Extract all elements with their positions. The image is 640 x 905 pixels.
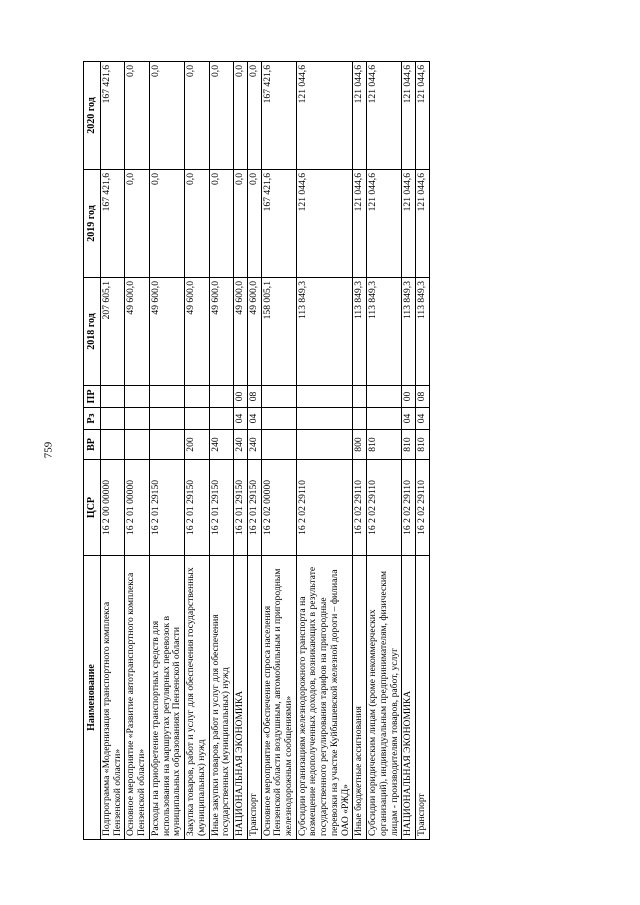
header-2020: 2020 год [84, 62, 101, 170]
cell-pr [149, 386, 184, 408]
cell-name: НАЦИОНАЛЬНАЯ ЭКОНОМИКА [234, 556, 248, 840]
cell-name: Основное мероприятие «Развитие автотранспортного комплекса Пензенской области» [125, 556, 149, 840]
rotated-table-area [83, 62, 536, 840]
cell-vr: 810 [402, 430, 416, 460]
cell-2018: 113 849,3 [367, 278, 402, 386]
cell-vr [296, 430, 353, 460]
cell-pr: 00 [402, 386, 416, 408]
cell-rz [353, 408, 367, 430]
cell-rz [125, 408, 149, 430]
cell-2019: 0,0 [149, 170, 184, 278]
cell-rz: 04 [402, 408, 416, 430]
cell-pr [353, 386, 367, 408]
cell-2020: 0,0 [125, 62, 149, 170]
cell-2018: 113 849,3 [402, 278, 416, 386]
cell-2019: 0,0 [234, 170, 248, 278]
header-pr: ПР [84, 386, 101, 408]
cell-2020: 167 421,6 [261, 62, 296, 170]
cell-2018: 49 600,0 [209, 278, 233, 386]
cell-pr: 08 [416, 386, 430, 408]
table-row [353, 62, 367, 840]
cell-2018: 49 600,0 [247, 278, 261, 386]
cell-2019: 121 044,6 [353, 170, 367, 278]
cell-pr [185, 386, 209, 408]
cell-2018: 113 849,3 [296, 278, 353, 386]
cell-rz [367, 408, 402, 430]
cell-2018: 158 005,1 [261, 278, 296, 386]
cell-2018: 49 600,0 [125, 278, 149, 386]
cell-vr: 240 [209, 430, 233, 460]
cell-2020: 121 044,6 [367, 62, 402, 170]
header-vr: ВР [84, 430, 101, 460]
cell-name: Субсидии юридическим лицам (кроме некоммерческих организаций), индивидуальным предпринимателям, физическим лицам - производителям товаров, работ, услуг [367, 556, 402, 840]
cell-pr [367, 386, 402, 408]
cell-csr: 16 2 01 29150 [209, 460, 233, 556]
budget-table [83, 61, 430, 840]
table-row [296, 62, 353, 840]
cell-2018: 207 605,1 [101, 278, 125, 386]
table-row [125, 62, 149, 840]
header-name: Наименование [84, 556, 101, 840]
cell-name: Иные бюджетные ассигнования [353, 556, 367, 840]
cell-2019: 121 044,6 [296, 170, 353, 278]
cell-rz [101, 408, 125, 430]
cell-csr: 16 2 02 29110 [367, 460, 402, 556]
cell-rz [296, 408, 353, 430]
header-2018: 2018 год [84, 278, 101, 386]
cell-name: Закупка товаров, работ и услуг для обеспечения государственных (муниципальных) нужд [185, 556, 209, 840]
cell-2019: 0,0 [125, 170, 149, 278]
cell-2019: 167 421,6 [101, 170, 125, 278]
cell-2018: 49 600,0 [149, 278, 184, 386]
cell-2019: 0,0 [185, 170, 209, 278]
cell-name: Основное мероприятие «Обеспечение спроса населения Пензенской области воздушным, автомобильным и пригородным железнодорожным сообщениями» [261, 556, 296, 840]
cell-name: Транспорт [247, 556, 261, 840]
cell-vr [261, 430, 296, 460]
cell-rz [261, 408, 296, 430]
cell-pr [209, 386, 233, 408]
cell-pr: 08 [247, 386, 261, 408]
cell-rz: 04 [247, 408, 261, 430]
cell-2019: 121 044,6 [367, 170, 402, 278]
cell-name: Субсидии организациям железнодорожного транспорта на возмещение недополученных доходов, возникающих в результате государственного регулирования тарифов на пригородные перевозки на участке Куйбышевской железной дороги – филиала ОАО «РЖД» [296, 556, 353, 840]
cell-vr: 240 [234, 430, 248, 460]
table-body [101, 62, 430, 840]
table-rotation-frame [83, 62, 536, 840]
table-header-row [84, 62, 101, 840]
cell-2020: 0,0 [209, 62, 233, 170]
cell-2018: 113 849,3 [416, 278, 430, 386]
cell-2020: 121 044,6 [416, 62, 430, 170]
cell-vr: 200 [185, 430, 209, 460]
cell-rz [185, 408, 209, 430]
cell-2018: 113 849,3 [353, 278, 367, 386]
page-number: 759 [42, 441, 55, 459]
cell-vr [125, 430, 149, 460]
cell-pr [261, 386, 296, 408]
cell-csr: 16 2 02 29110 [402, 460, 416, 556]
cell-2019: 121 044,6 [402, 170, 416, 278]
cell-csr: 16 2 01 29150 [185, 460, 209, 556]
cell-2018: 49 600,0 [234, 278, 248, 386]
cell-rz [149, 408, 184, 430]
cell-2020: 0,0 [247, 62, 261, 170]
table-row [247, 62, 261, 840]
table-row [402, 62, 416, 840]
cell-name: НАЦИОНАЛЬНАЯ ЭКОНОМИКА [402, 556, 416, 840]
cell-pr [101, 386, 125, 408]
cell-csr: 16 2 02 00000 [261, 460, 296, 556]
cell-2019: 0,0 [209, 170, 233, 278]
table-row [209, 62, 233, 840]
header-2019: 2019 год [84, 170, 101, 278]
table-row [101, 62, 125, 840]
cell-2020: 121 044,6 [402, 62, 416, 170]
cell-2020: 121 044,6 [296, 62, 353, 170]
cell-2019: 167 421,6 [261, 170, 296, 278]
cell-csr: 16 2 02 29110 [296, 460, 353, 556]
cell-2020: 0,0 [149, 62, 184, 170]
cell-2019: 0,0 [247, 170, 261, 278]
cell-pr [125, 386, 149, 408]
table-row [149, 62, 184, 840]
cell-vr: 810 [416, 430, 430, 460]
cell-2020: 167 421,6 [101, 62, 125, 170]
cell-csr: 16 2 01 29150 [234, 460, 248, 556]
cell-vr: 240 [247, 430, 261, 460]
cell-csr: 16 2 00 00000 [101, 460, 125, 556]
cell-csr: 16 2 01 29150 [247, 460, 261, 556]
cell-csr: 16 2 01 00000 [125, 460, 149, 556]
header-rz: Рз [84, 408, 101, 430]
cell-name: Подпрограмма «Модернизация транспортного комплекса Пензенской области» [101, 556, 125, 840]
cell-pr: 00 [234, 386, 248, 408]
table-row [185, 62, 209, 840]
cell-csr: 16 2 02 29110 [353, 460, 367, 556]
cell-2020: 0,0 [185, 62, 209, 170]
cell-vr [149, 430, 184, 460]
table-row [234, 62, 248, 840]
cell-csr: 16 2 01 29150 [149, 460, 184, 556]
cell-name: Иные закупки товаров, работ и услуг для обеспечения государственных (муниципальных) нужд [209, 556, 233, 840]
cell-2018: 49 600,0 [185, 278, 209, 386]
cell-rz [209, 408, 233, 430]
cell-name: Транспорт [416, 556, 430, 840]
table-row [367, 62, 402, 840]
cell-pr [296, 386, 353, 408]
cell-rz: 04 [234, 408, 248, 430]
header-csr: ЦСР [84, 460, 101, 556]
cell-2019: 121 044,6 [416, 170, 430, 278]
table-row [261, 62, 296, 840]
table-row [416, 62, 430, 840]
cell-2020: 0,0 [234, 62, 248, 170]
cell-vr [101, 430, 125, 460]
cell-rz: 04 [416, 408, 430, 430]
cell-name: Расходы на приобретение транспортных средств для использования на маршрутах регулярных перевозок в муниципальных образованиях Пензенской области [149, 556, 184, 840]
cell-csr: 16 2 02 29110 [416, 460, 430, 556]
cell-vr: 810 [367, 430, 402, 460]
cell-vr: 800 [353, 430, 367, 460]
cell-2020: 121 044,6 [353, 62, 367, 170]
